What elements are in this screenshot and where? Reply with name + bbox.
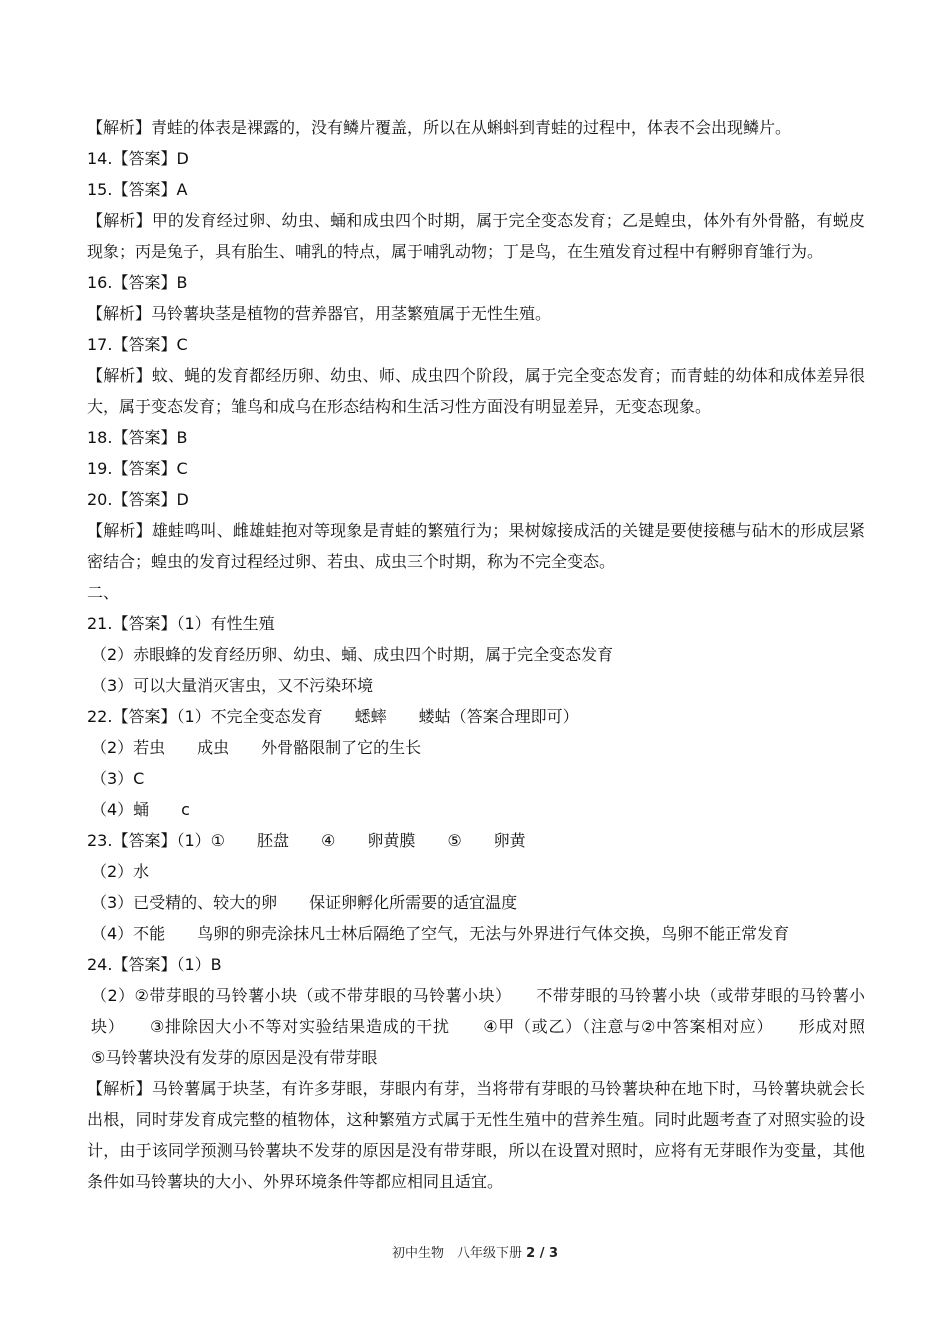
answer-line: 16.【答案】B: [87, 273, 188, 292]
answer-line: 22.【答案】（1）不完全变态发育 蟋蟀 蝼蛄（答案合理即可）: [87, 707, 579, 726]
page-footer: [0, 1242, 950, 1261]
answer-line: （2）若虫 成虫 外骨骼限制了它的生长: [91, 738, 422, 757]
answer-line: 17.【答案】C: [87, 335, 188, 354]
explanation-paragraph: 【解析】雄蛙鸣叫、雌雄蛙抱对等现象是青蛙的繁殖行为；果树嫁接成活的关键是要使接穗与砧木的形成层紧密结合；蝗虫的发育过程经过卵、若虫、成虫三个时期，称为不完全变态。: [87, 521, 865, 571]
footer-label: 初中生物 八年级下册: [391, 1246, 522, 1261]
answer-line: （3）C: [91, 769, 145, 788]
explanation-paragraph: 【解析】蚊、蝇的发育都经历卵、幼虫、师、成虫四个阶段，属于完全变态发育；而青蛙的幼体和成体差异很大，属于变态发育；雏鸟和成乌在形态结构和生活习性方面没有明显差异，无变态现象。: [87, 366, 865, 416]
answer-line: 【解析】马铃薯块茎是植物的营养器官，用茎繁殖属于无性生殖。: [87, 304, 552, 323]
explanation-paragraph: 【解析】甲的发育经过卵、幼虫、蛹和成虫四个时期，属于完全变态发育；乙是蝗虫，体外有外骨骼，有蜕皮现象；丙是兔子，具有胎生、哺乳的特点，属于哺乳动物；丁是鸟，在生殖发育过程中有孵卵育雏行为。: [87, 211, 865, 261]
answer-line: （2）赤眼蜂的发育经历卵、幼虫、蛹、成虫四个时期，属于完全变态发育: [91, 645, 614, 664]
answer-line: 二、: [87, 583, 120, 602]
answer-content: [87, 112, 898, 1197]
answer-line: （3）可以大量消灭害虫，又不污染环境: [91, 676, 374, 695]
explanation-paragraph: （2）②带芽眼的马铃薯小块（或不带芽眼的马铃薯小块） 不带芽眼的马铃薯小块（或带芽眼的马铃薯小块） ③排除因大小不等对实验结果造成的干扰 ④甲（或乙）（注意与②中答案相对应） 形成对照 ⑤马铃薯块没有发芽的原因是没有带芽眼: [91, 986, 898, 1067]
page-number: 2 / 3: [526, 1246, 559, 1261]
answer-line: 【解析】青蛙的体表是裸露的，没有鳞片覆盖，所以在从蝌蚪到青蛙的过程中，体表不会出现鳞片。: [87, 118, 792, 137]
answer-line: 19.【答案】C: [87, 459, 188, 478]
answer-line: 21.【答案】（1）有性生殖: [87, 614, 275, 633]
answer-line: （4）蛹 c: [91, 800, 190, 819]
answer-line: 20.【答案】D: [87, 490, 189, 509]
answer-line: （3）已受精的、较大的卵 保证卵孵化所需要的适宜温度: [91, 893, 518, 912]
answer-line: 18.【答案】B: [87, 428, 188, 447]
explanation-paragraph: 【解析】马铃薯属于块茎，有许多芽眼，芽眼内有芽，当将带有芽眼的马铃薯块种在地下时，马铃薯块就会长出根，同时芽发育成完整的植物体，这种繁殖方式属于无性生殖中的营养生殖。同时此题考查了对照实验的设计，由于该同学预测马铃薯块不发芽的原因是没有带芽眼，所以在设置对照时，应将有无芽眼作为变量，其他条件如马铃薯块的大小、外界环境条件等都应相同且适宜。: [87, 1079, 865, 1191]
answer-line: 24.【答案】（1）B: [87, 955, 222, 974]
answer-line: （2）水: [91, 862, 150, 881]
answer-line: （4）不能 鸟卵的卵壳涂抹凡士林后隔绝了空气，无法与外界进行气体交换，鸟卵不能正常发育: [91, 924, 790, 943]
answer-line: 23.【答案】（1）① 胚盘 ④ 卵黄膜 ⑤ 卵黄: [87, 831, 526, 850]
answer-line: 14.【答案】D: [87, 149, 189, 168]
answer-line: 15.【答案】A: [87, 180, 188, 199]
